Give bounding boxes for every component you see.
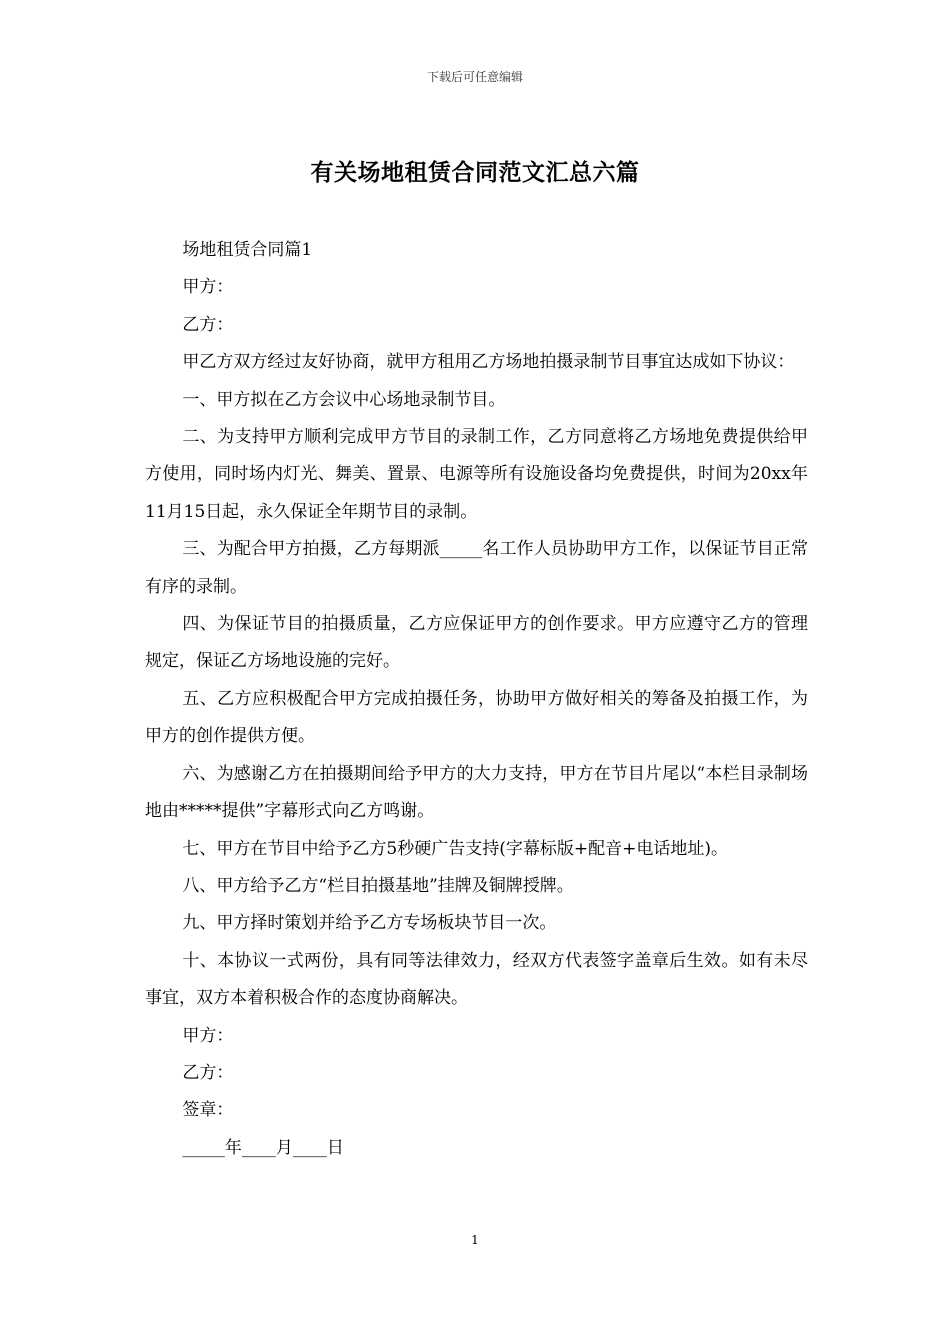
preamble-paragraph: 甲乙方双方经过友好协商，就甲方租用乙方场地拍摄录制节目事宜达成如下协议： [182, 352, 795, 373]
document-title: 有关场地租赁合同范文汇总六篇 [310, 159, 640, 186]
clause-9: 九、甲方择时策划并给予乙方专场板块节目一次。 [182, 913, 557, 934]
signature-seal: 签章： [182, 1100, 234, 1121]
page-number: 1 [471, 1233, 479, 1247]
clause-2: 二、为支持甲方顺利完成甲方节目的录制工作，乙方同意将乙方场地免费提供给甲方使用，同时场内灯光、舞美、置景、电源等所有设施设备均免费提供，时间为20xx年11月15日起，永久保证全年期节目的录制。 [145, 427, 808, 522]
clause-7: 七、甲方在节目中给予乙方5秒硬广告支持(字幕标版+配音+电话地址)。 [182, 838, 728, 859]
signature-party-b: 乙方： [182, 1062, 234, 1083]
party-b-line: 乙方： [182, 314, 234, 335]
clause-8: 八、甲方给予乙方“栏目拍摄基地”挂牌及铜牌授牌。 [182, 875, 574, 896]
clause-10: 十、本协议一式两份，具有同等法律效力，经双方代表签字盖章后生效。如有未尽事宜，双方本着积极合作的态度协商解决。 [145, 950, 808, 1009]
clause-3: 三、为配合甲方拍摄，乙方每期派_____名工作人员协助甲方工作，以保证节目正常有序的录制。 [145, 539, 808, 597]
clause-4: 四、为保证节目的拍摄质量，乙方应保证甲方的创作要求。甲方应遵守乙方的管理规定，保证乙方场地设施的完好。 [145, 614, 808, 672]
header-note: 下载后可任意编辑 [426, 70, 523, 84]
party-a-line: 甲方： [182, 277, 234, 298]
signature-date: _____年____月____日 [182, 1137, 344, 1158]
clause-6: 六、为感谢乙方在拍摄期间给予甲方的大力支持，甲方在节目片尾以“本栏目录制场地由*****提供”字幕形式向乙方鸣谢。 [145, 763, 808, 822]
clause-5: 五、乙方应积极配合甲方完成拍摄任务，协助甲方做好相关的筹备及拍摄工作，为甲方的创作提供方便。 [145, 688, 808, 747]
section-heading: 场地租赁合同篇1 [182, 240, 313, 260]
clause-1: 一、甲方拟在乙方会议中心场地录制节目。 [182, 389, 506, 410]
signature-party-a: 甲方： [182, 1025, 234, 1046]
document-body [145, 232, 808, 1167]
